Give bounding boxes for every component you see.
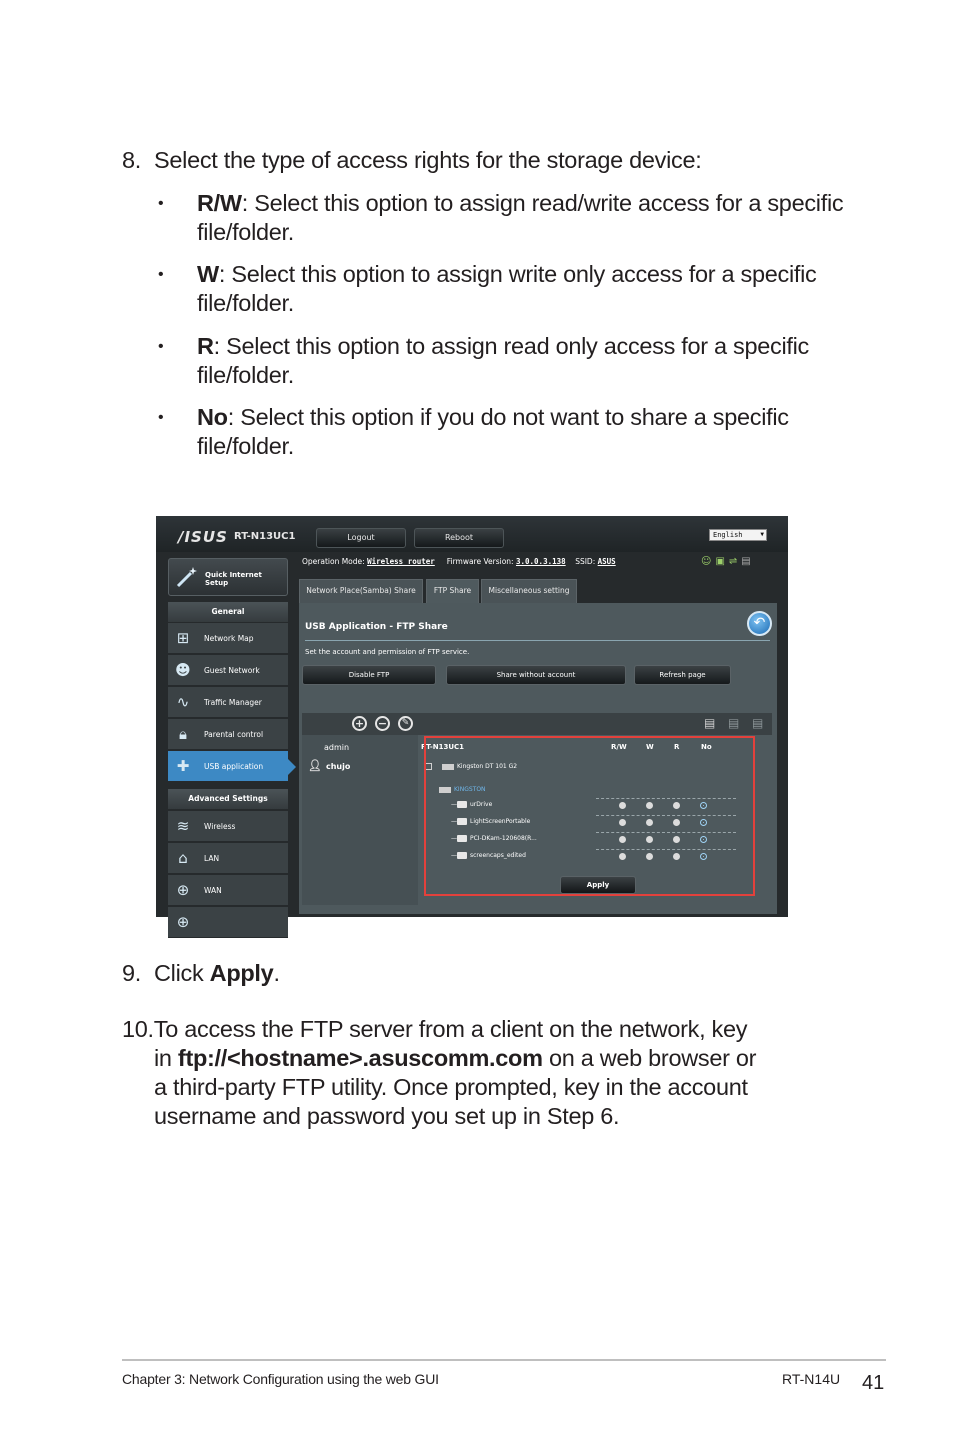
users-icon[interactable]: ☺ <box>701 556 716 567</box>
nav-traffic-manager[interactable]: ∿ Traffic Manager <box>168 687 288 718</box>
step-number: 9. <box>122 960 141 986</box>
step-number: 8. <box>122 147 141 173</box>
globe-icon: ⊕ <box>176 913 190 931</box>
bullet-dot: • <box>158 266 164 283</box>
share-without-account-button[interactable]: Share without account <box>446 665 626 685</box>
step-text: Click <box>154 960 210 986</box>
bullet-term: W <box>197 261 219 287</box>
firmware-link[interactable]: 3.0.0.3.138 <box>515 557 566 566</box>
advanced-header: Advanced Settings <box>168 789 288 809</box>
puzzle-icon: ✚ <box>176 757 190 775</box>
bullet-text: : Select this option if you do not want to share a specific file/folder. <box>197 404 789 459</box>
step-10 <box>122 1015 756 1131</box>
refresh-page-button[interactable]: Refresh page <box>634 665 731 685</box>
col-w: W <box>646 743 654 751</box>
router-screenshot <box>156 516 788 931</box>
nav-wan[interactable]: ⊕ WAN <box>168 875 288 906</box>
add-folder-icon[interactable]: ▤ <box>704 716 716 730</box>
col-rw: R/W <box>611 743 627 751</box>
page-number: 41 <box>862 1372 885 1394</box>
quick-setup-label: Quick Internet Setup <box>205 571 262 587</box>
wifi-icon: ≋ <box>176 817 190 835</box>
tab-samba-share[interactable]: Network Place(Samba) Share <box>299 579 423 603</box>
delete-folder-icon[interactable]: ▤ <box>728 716 740 730</box>
col-no: No <box>701 743 712 751</box>
ssid-label: SSID: <box>575 557 596 566</box>
usb-icon[interactable]: ⇌ <box>728 556 742 567</box>
step-9 <box>122 959 280 988</box>
footer-model: RT-N14U <box>782 1371 841 1387</box>
logout-button[interactable]: Logout <box>316 528 406 548</box>
tab-ftp-share[interactable]: FTP Share <box>426 579 479 603</box>
guest-users-icon: ☻ <box>175 661 191 679</box>
nav-usb-application[interactable]: ✚ USB application <box>168 751 288 782</box>
panel-title: USB Application - FTP Share <box>305 622 448 632</box>
account-admin[interactable]: admin <box>324 743 350 752</box>
step-text: Select the type of access rights for the storage device: <box>154 147 702 173</box>
col-r: R <box>674 743 680 751</box>
magic-wand-icon <box>175 565 199 589</box>
edit-account-icon[interactable]: ✎ <box>398 716 413 731</box>
remove-account-icon[interactable]: − <box>375 716 390 731</box>
drive-node[interactable]: Kingston DT 101 G2 <box>425 763 517 770</box>
step-line-3: a third-party FTP utility. Once prompted, key in the account <box>154 1074 748 1100</box>
bullet-term: R <box>197 333 214 359</box>
rename-folder-icon[interactable]: ▤ <box>752 716 764 730</box>
folder-screencaps[interactable]: — screencaps_edited <box>451 852 526 859</box>
asus-logo: /ISUS <box>178 528 228 546</box>
language-value: English <box>713 531 743 539</box>
bullet-term: R/W <box>197 190 242 216</box>
bullet-no <box>158 403 848 461</box>
bullet-w <box>158 260 848 318</box>
ftp-url: ftp://<hostname>.asuscomm.com <box>177 1045 543 1071</box>
step-line-1: To access the FTP server from a client on the network, key <box>153 1016 748 1042</box>
traffic-graph-icon: ∿ <box>176 693 190 711</box>
operation-mode-label: Operation Mode: <box>302 557 365 566</box>
nav-lan[interactable]: ⌂ LAN <box>168 843 288 874</box>
nav-parental-control[interactable]: 🔒︎ Parental control <box>168 719 288 750</box>
nav-more[interactable] <box>168 907 288 938</box>
network-map-icon: ⊞ <box>176 629 190 647</box>
bullet-text: : Select this option to assign write only access for a specific file/folder. <box>197 261 817 316</box>
sidebar <box>168 556 288 931</box>
step-number: 10. <box>122 1016 154 1042</box>
bullet-term: No <box>197 404 228 430</box>
nav-wireless[interactable]: ≋ Wireless <box>168 811 288 842</box>
account-list <box>302 735 418 905</box>
bullet-text: : Select this option to assign read only access for a specific file/folder. <box>197 333 809 388</box>
step-line-4: username and password you set up in Step 6. <box>154 1103 620 1129</box>
partition-node[interactable]: KINGSTON <box>439 786 486 793</box>
back-arrow-icon[interactable]: ↶ <box>747 611 772 636</box>
step-line-2: in ftp://<hostname>.asuscomm.com on a web browser or <box>154 1045 757 1071</box>
footer-divider <box>122 1359 886 1361</box>
top-bar <box>156 516 788 552</box>
disable-ftp-button[interactable]: Disable FTP <box>302 665 436 685</box>
quick-internet-setup[interactable] <box>168 558 288 596</box>
nav-guest-network[interactable]: ☻ Guest Network <box>168 655 288 686</box>
status-icons <box>701 556 755 567</box>
highlight-box <box>424 736 755 896</box>
general-header: General <box>168 602 288 622</box>
bullet-r <box>158 332 848 390</box>
footer-chapter: Chapter 3: Network Configuration using the web GUI <box>122 1371 439 1387</box>
printer-icon[interactable]: ▤ <box>741 556 755 567</box>
network-icon[interactable]: ▣ <box>715 556 729 567</box>
panel-description: Set the account and permission of FTP service. <box>305 648 470 656</box>
tree-root: RT-N13UC1 <box>421 743 465 751</box>
router-model: RT-N13UC1 <box>234 531 296 542</box>
status-line <box>302 557 616 566</box>
apply-button[interactable]: Apply <box>560 876 636 894</box>
account-chujo[interactable]: 👤︎ chujo <box>308 759 351 772</box>
step-text-end: . <box>273 960 280 986</box>
globe-icon: ⊕ <box>176 881 190 899</box>
bullet-dot: • <box>158 195 164 212</box>
bullet-rw <box>158 189 848 247</box>
ssid-link[interactable]: ASUS <box>597 557 616 566</box>
nav-network-map[interactable]: ⊞ Network Map <box>168 623 288 654</box>
reboot-button[interactable]: Reboot <box>414 528 504 548</box>
bullet-text: : Select this option to assign read/write access for a specific file/folder. <box>197 190 844 245</box>
user-icon: 👤︎ <box>308 759 322 772</box>
folder-pci-dkam[interactable]: — PCI-DKam-120608(R... <box>451 835 537 842</box>
step-term: Apply <box>209 960 274 986</box>
folder-lightscreen[interactable]: — LightScreenPortable <box>451 818 531 825</box>
chevron-down-icon: ▼ <box>760 531 764 538</box>
home-icon: ⌂ <box>178 849 188 867</box>
account-toolbar <box>302 713 772 735</box>
add-account-icon[interactable]: + <box>352 716 367 731</box>
bullet-dot: • <box>158 409 164 426</box>
bullet-dot: • <box>158 338 164 355</box>
firmware-label: Firmware Version: <box>446 557 514 566</box>
operation-mode-link[interactable]: Wireless router <box>367 557 435 566</box>
step-8 <box>122 146 702 175</box>
tab-misc-setting[interactable]: Miscellaneous setting <box>481 579 577 603</box>
lock-icon: 🔒︎ <box>179 725 187 743</box>
language-select[interactable] <box>709 529 767 541</box>
folder-urdrive[interactable]: — urDrive <box>451 801 493 808</box>
divider <box>305 640 770 641</box>
